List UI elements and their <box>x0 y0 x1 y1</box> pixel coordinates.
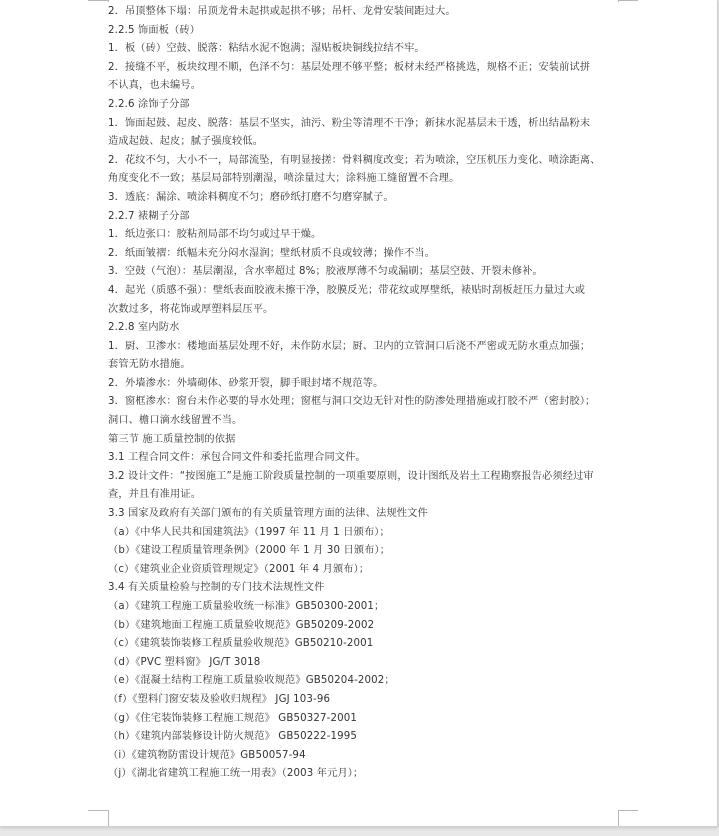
crop-mark-top-right-v <box>618 0 619 2</box>
section-heading: 2.2.5 饰面板（砖） <box>108 24 201 36</box>
list-item: （b）《建筑地面工程施工质量验收规范》GB50209-2002 <box>108 619 375 631</box>
text-line: 1．饰面起鼓、起皮、脱落：基层不坚实，油污、粉尘等清理不干净；新抹水泥基层未干透，析出结晶粉末 <box>108 117 591 129</box>
text-line: 造成起鼓、起皮；腻子强度较低。 <box>108 136 264 148</box>
text-line: 3．透底：漏涂、喷涂料稠度不匀；磨砂纸打磨不匀磨穿腻子。 <box>108 191 394 203</box>
list-item: （b）《建设工程质量管理条例》（2000 年 1 月 30 日颁布）； <box>108 545 391 557</box>
list-item: （h）《建筑内部装修设计防火规范》 GB50222-1995 <box>108 731 357 743</box>
text-line: 1．板（砖）空鼓、脱落：粘结水泥不饱满；湿贴板块铜线拉结不牢。 <box>108 43 425 55</box>
text-line: 2．吊顶整体下塌：吊顶龙骨未起拱或起拱不够；吊杆、龙骨安装间距过大。 <box>108 6 456 17</box>
chapter-heading: 第三节 施工质量控制的依据 <box>108 433 236 445</box>
crop-mark-top-left-h <box>88 0 108 1</box>
text-line: 2．花纹不匀，大小不一，局部流坠，有明显接搓：骨料稠度改变；若为喷涂，空压机压力变化、喷涂距离、 <box>108 154 601 166</box>
list-item: （j）《湖北省建筑工程施工统一用表》（2003 年元月）； <box>108 768 364 780</box>
list-item: （c）《建筑装饰装修工程质量验收规范》GB50210-2001 <box>108 638 374 650</box>
text-line: 3.3 国家及政府有关部门颁布的有关质量管理方面的法律、法规性文件 <box>108 508 428 520</box>
text-line: 次数过多，将花饰或厚塑料层压平。 <box>108 303 274 315</box>
document-body <box>108 3 618 784</box>
text-line: 4．起光（质感不强）：壁纸表面胶液未擦干净，胶膜反光；带花纹或厚壁纸，裱贴时刮板赶压力量过大或 <box>108 284 586 296</box>
text-line: 3.4 有关质量检验与控制的专门技术法规性文件 <box>108 582 325 594</box>
crop-mark-bottom-left-h <box>88 810 108 811</box>
text-line: 2．接缝不平，板块纹理不顺，色泽不匀：基层处理不够平整；板材未经严格挑选，规格不正；安装前试拼 <box>108 61 591 73</box>
list-item: （a）《建筑工程施工质量验收统一标准》GB50300-2001； <box>108 601 385 612</box>
text-line: 3.2 设计文件：“按图施工”是施工阶段质量控制的一项重要原则，设计图纸及岩土工程勘察报告必须经过审 <box>108 470 594 482</box>
text-line: 洞口、檐口滴水线留置不当。 <box>108 415 243 427</box>
text-line: 套管无防水措施。 <box>108 359 191 371</box>
crop-mark-bottom-right-v <box>618 810 619 826</box>
text-line: 2．纸面皱褶：纸幅未充分闷水湿润；壁纸材质不良或较薄；操作不当。 <box>108 247 436 259</box>
text-line: 不认真，也未编号。 <box>108 80 202 92</box>
section-heading: 2.2.8 室内防水 <box>108 322 180 334</box>
text-line: 角度变化不一致；基层局部特别潮湿，喷涂量过大；涂料施工缝留置不合理。 <box>108 173 460 185</box>
text-line: 3．空鼓（气泡）：基层潮湿，含水率超过 8%；胶液厚薄不匀或漏刷；基层空鼓、开裂未修补。 <box>108 266 543 278</box>
list-item: （d）《PVC 塑料窗》 JG/T 3018 <box>108 656 261 668</box>
list-item: （c）《建筑业企业资质管理规定》（2001 年 4 月颁布）； <box>108 563 370 575</box>
list-item: （i）《建筑物防雷设计规范》GB50057-94 <box>108 749 306 761</box>
text-line: 查，并且有准用证。 <box>108 489 202 501</box>
section-heading: 2.2.7 裱糊子分部 <box>108 210 190 222</box>
crop-mark-top-left-v <box>108 0 109 2</box>
list-item: （e）《混凝土结构工程施工质量验收规范》GB50204-2002； <box>108 675 395 687</box>
text-line: 1．纸边张口：胶粘剂局部不均匀或过早干燥。 <box>108 229 322 241</box>
crop-mark-bottom-left-v <box>108 810 109 826</box>
list-item: （g）《住宅装饰装修工程施工规范》 GB50327-2001 <box>108 712 357 724</box>
list-item: （a）《中华人民共和国建筑法》（1997 年 11 月 1 日颁布）； <box>108 526 390 538</box>
text-line: 1．厨、卫渗水：楼地面基层处理不好，未作防水层；厨、卫内的立管洞口后浇不严密或无防水重点加强； <box>108 340 591 352</box>
crop-mark-top-right-h <box>618 0 638 1</box>
crop-mark-bottom-right-h <box>618 810 638 811</box>
text-line: 3．窗框渗水：窗台未作必要的导水处理；窗框与洞口交边无针对性的防渗处理措施或打胶不严（密封胶）； <box>108 396 596 408</box>
list-item: （f）《塑料门窗安装及验收归规程》 JGJ 103-96 <box>108 693 331 705</box>
section-heading: 2.2.6 涂饰子分部 <box>108 98 190 110</box>
text-line: 2．外墙渗水：外墙砌体、砂浆开裂，脚手眼封堵不规范等。 <box>108 377 384 389</box>
text-line: 3.1 工程合同文件：承包合同文件和委托监理合同文件。 <box>108 452 366 464</box>
